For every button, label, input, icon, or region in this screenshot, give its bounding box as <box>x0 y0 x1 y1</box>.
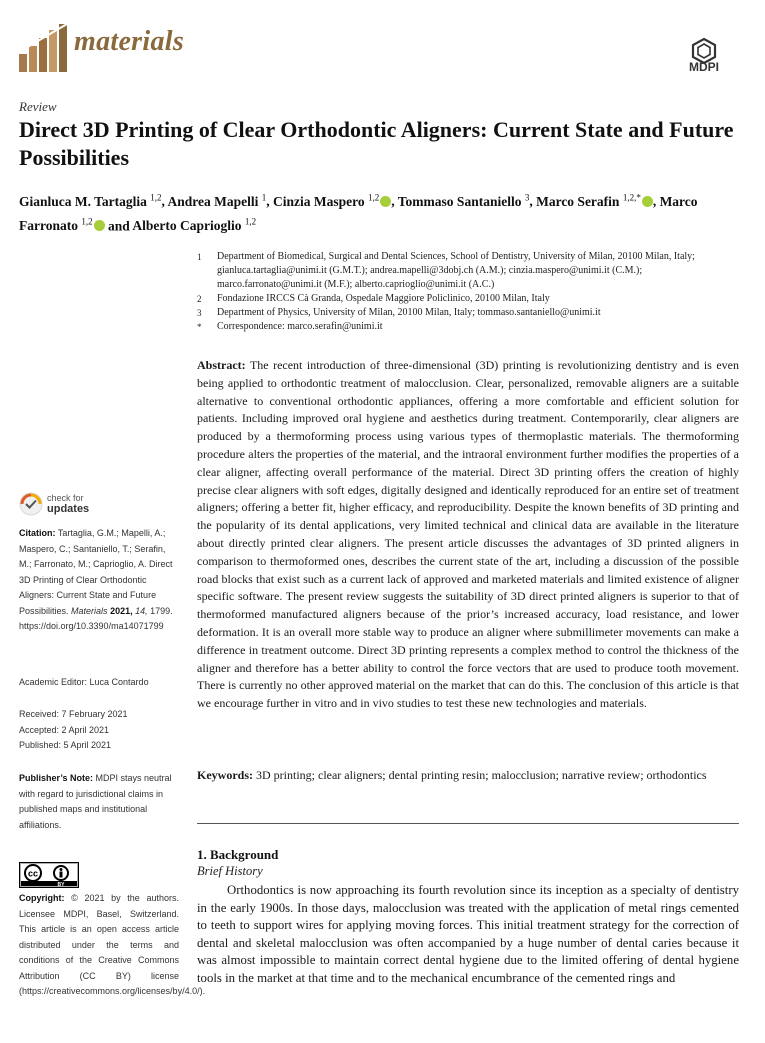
mdpi-logo-text: MDPI <box>689 60 719 72</box>
author-name[interactable]: Tommaso Santaniello $^3$ <box>397 192 530 209</box>
orcid-icon[interactable] <box>94 220 105 231</box>
published-date: Published: 5 April 2021 <box>19 740 112 750</box>
affiliation-text: Department of Biomedical, Surgical and Dental Sciences, School of Dentistry, University of Milan, 20100 Milan, Italy; gianluca.tartaglia@unimi.it (G.M.T.); andrea.mapelli@3dobj.ch (A.M.); cinzia.maspero@unimi.it (C.M.); marco.farronato@unimi.it (M.F.); alberto.caprioglio@unimi.it (A.C.) <box>217 251 695 290</box>
affiliation-number: 2 <box>197 294 202 304</box>
affiliation-item <box>197 250 737 292</box>
copyright <box>19 891 206 1000</box>
keywords <box>197 766 739 784</box>
author-name[interactable]: Marco Farronato $^{1,2}$ <box>19 193 698 233</box>
orcid-icon[interactable] <box>642 196 653 207</box>
author-name[interactable]: Marco Serafin $^{1,2,*}$ <box>536 194 653 209</box>
affiliations <box>197 250 737 334</box>
affiliation-item <box>197 320 737 334</box>
citation-label: Citation: <box>19 528 56 538</box>
author-name[interactable]: Cinzia Maspero $^{1,2}$ <box>273 194 391 209</box>
author-affiliation-sup: 1,2,* <box>622 192 641 202</box>
cc-by-license-icon[interactable] <box>19 862 79 888</box>
copyright-text: © 2021 by the authors. Licensee MDPI, Basel, Switzerland. This article is an open access article distributed under the terms and conditions of the Creative Commons Attribution (CC BY) license (https://creativecommons.org/licenses/by/4.0/). <box>19 893 206 996</box>
subsection-title: Brief History <box>197 864 263 878</box>
abstract-label: Abstract: <box>197 358 246 372</box>
affiliation-number: 1 <box>197 252 202 262</box>
citation-volume: 14, <box>135 605 148 616</box>
orcid-icon[interactable] <box>380 196 391 207</box>
copyright-label: Copyright: <box>19 893 65 903</box>
check-updates-icon <box>19 492 43 516</box>
citation <box>19 526 179 635</box>
check-for-updates-button[interactable] <box>19 490 129 520</box>
academic-editor: Academic Editor: Luca Contardo <box>19 677 149 687</box>
keywords-text: 3D printing; clear aligners; dental printing resin; malocclusion; narrative review; orthodontics <box>256 768 707 782</box>
article-dates <box>19 707 179 754</box>
author-name[interactable]: Alberto Caprioglio $^{1,2}$ <box>132 216 257 233</box>
author-affiliation-sup: 3 <box>524 192 530 202</box>
citation-doi[interactable]: 1799. https://doi.org/10.3390/ma14071799 <box>19 605 173 631</box>
author-affiliation-sup: 1,2 <box>81 216 93 227</box>
affiliation-item <box>197 306 737 320</box>
author-name[interactable]: Gianluca M. Tartaglia $^{1,2}$ <box>19 192 162 209</box>
author-affiliation-sup: 1 <box>261 192 267 202</box>
abstract-text: The recent introduction of three-dimensional (3D) printing is revolutionizing dentistry and is even being applied to orthodontic treatment of malocclusion. Clear, personalized, removable aligners are a suitable alternative to conventional orthodontic appliances, offering a more comfortable and efficient solution for patients. Including improved oral hygiene and aesthetics during treatment. Contemporarily, clear aligners are produced by a thermoforming process using various types of thermoplastic materials. The thermoforming procedure alters the properties of the material, and the intraoral environment further modifies the properties of a clear aligner, affecting overall performance of the material. Direct 3D printing offers the creation of highly precise clear aligners with soft edges, digitally designed and identically reproduced for an entire set of treatment aligners; offering a better fit, higher efficacy, and reproducibility. Despite the known benefits of 3D printing and the popularity of its dental applications, very limited technical and clinical data are available in the literature about directly printed clear aligners. The present article discusses the advantages of 3D printed aligners in comparison to thermoformed ones, describes the current state of the art, including a discussion of the possible road blocks that exist such as a current lack of approved and marketed materials and limited existence of aligner specific software. The present review suggests the suitability of 3D direct printed aligners is superior to that of thermoformed manufactured aligners because of the prior’s increased accuracy, load resistance, and lower deformation. It is an overall more stable way to produce an aligner where submillimeter movements can make a difference in treatment outcome. Direct 3D printing represents a complex method to control the thickness of the aligner and therefore has a better ability to control the force vectors that are used to produce tooth movement. There is currently no other approved material on the market that can do this. The conclusion of this article is that we encourage further in vitro and in vivo studies to test these new technologies and materials. <box>197 358 739 711</box>
accepted-date: Accepted: 2 April 2021 <box>19 724 110 735</box>
received-date: Received: 7 February 2021 <box>19 709 128 719</box>
check-updates-line2: updates <box>47 503 90 515</box>
mdpi-logo-icon <box>671 38 737 72</box>
svg-text:cc: cc <box>27 868 39 879</box>
affiliation-text: Fondazione IRCCS Cà Granda, Ospedale Maggiore Policlinico, 20100 Milan, Italy <box>217 293 550 304</box>
author-list: Gianluca M. Tartaglia $^{1,2}$, Andrea Mapelli $^1$, Cinzia Maspero $^{1,2}$ , Tommaso Santaniello $^3$, Marco Serafin $^{1,2,*}$ , Marco Farronato $^{1,2}$ and Alberto Caprioglio $^{1,2}$ <box>19 192 698 233</box>
affiliation-text: Department of Physics, University of Milan, 20100 Milan, Italy; tommaso.santaniello@unimi.it <box>217 307 601 318</box>
author-name[interactable]: Andrea Mapelli $^1$ <box>167 192 267 209</box>
publisher-note <box>19 771 179 833</box>
article-title: Direct 3D Printing of Clear Orthodontic Aligners: Current State and Future Possibilities <box>19 117 734 170</box>
check-updates-line1: check for <box>47 493 84 503</box>
publisher-note-text: MDPI stays neutral with regard to jurisdictional claims in published maps and institutional affiliations. <box>19 773 172 830</box>
affiliation-text: Correspondence: marco.serafin@unimi.it <box>217 321 383 332</box>
author-affiliation-sup: 1,2 <box>244 216 257 227</box>
section-divider <box>197 823 739 824</box>
affiliation-number: 3 <box>197 308 202 318</box>
citation-text: Tartaglia, G.M.; Mapelli, A.; Maspero, C.; Santaniello, T.; Serafin, M.; Farronato, M.; Caprioglio, A. Direct 3D Printing of Clear Orthodontic Aligners: Current State and Future Possibilities. <box>19 528 173 616</box>
affiliation-item <box>197 292 737 306</box>
journal-logo-icon <box>17 22 69 74</box>
publisher-note-label: Publisher’s Note: <box>19 773 94 783</box>
keywords-label: Keywords: <box>197 768 253 782</box>
section-title: 1. Background <box>197 847 279 862</box>
author-affiliation-sup: 1,2 <box>150 192 162 202</box>
article-type: Review <box>19 99 57 114</box>
cc-badge-text: BY <box>57 882 65 888</box>
citation-year: 2021, <box>110 605 133 616</box>
journal-name: materials <box>74 26 185 57</box>
affiliation-number: * <box>197 322 202 332</box>
author-affiliation-sup: 1,2 <box>368 192 380 202</box>
body-paragraph: Orthodontics is now approaching its fourth revolution since its inception as a specialty of dentistry in the early 1900s. In those days, malocclusion was treated with the application of metal rings cemented to teeth to support wires for applying moving forces. This initial treatment strategy for the correction of dental and skeletal malocclusion was often accompanied by a huge number of dental caries because it was almost impossible to maintain correct dental hygiene due to the limited offering of dental hygiene tools in the market at that time and to the mechanical encumbrance of the cemented rings and <box>197 883 739 985</box>
citation-journal: Materials <box>71 605 108 616</box>
abstract <box>197 357 739 713</box>
